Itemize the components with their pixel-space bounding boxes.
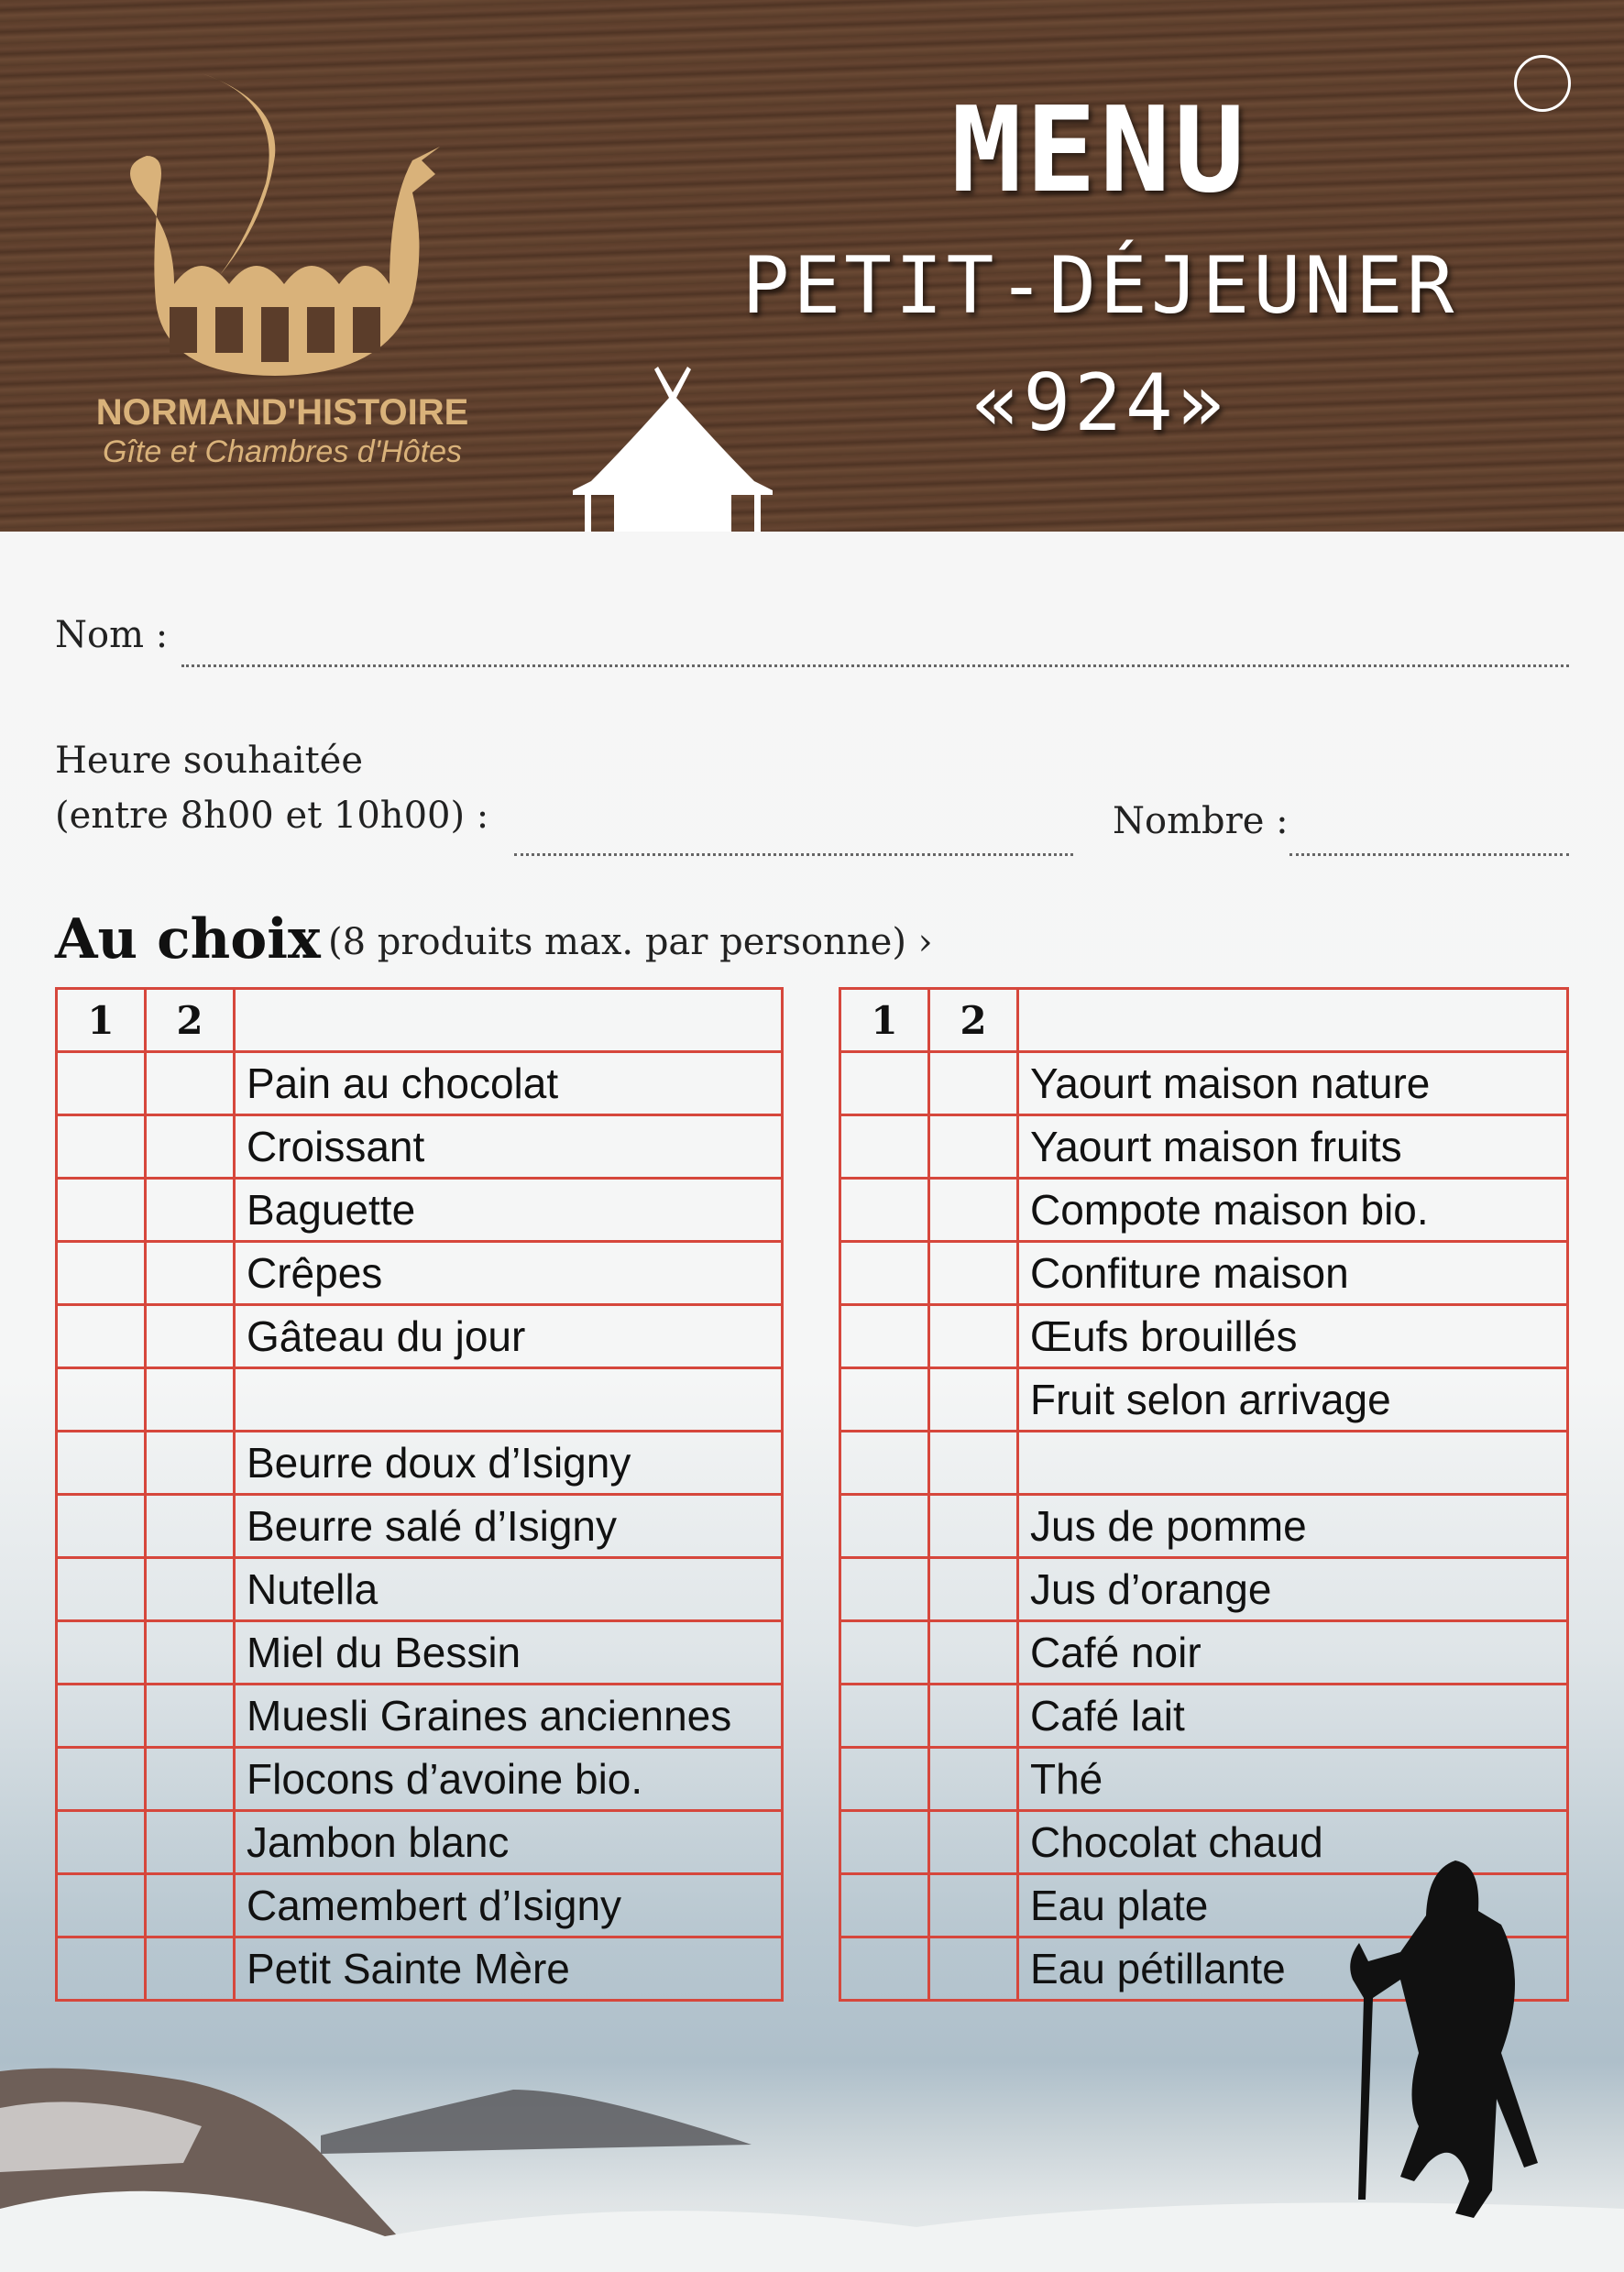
checkbox-person-1[interactable] [840,1052,929,1115]
checkbox-person-1[interactable] [840,1432,929,1495]
table-row [57,1811,783,1874]
table-row [840,1685,1568,1748]
viking-warrior-silhouette [1318,1860,1575,2218]
checkbox-person-2[interactable] [929,1937,1018,2001]
checkbox-person-2[interactable] [146,1368,235,1432]
table-row [840,1558,1568,1621]
item-name: Jus d’orange [1018,1558,1568,1621]
checkbox-person-1[interactable] [57,1305,146,1368]
checkbox-person-1[interactable] [840,1495,929,1558]
table-row [57,1305,783,1368]
checkbox-person-2[interactable] [146,1305,235,1368]
heure-input[interactable] [514,853,1073,856]
menu-subtitle: PETIT-DÉJEUNER [741,240,1458,332]
item-name: Thé [1018,1748,1568,1811]
header-banner [0,0,1624,532]
item-name: Petit Sainte Mère [235,1937,783,2001]
checkbox-person-2[interactable] [146,1748,235,1811]
item-name: Beurre salé d’Isigny [235,1495,783,1558]
checkbox-person-1[interactable] [840,1937,929,2001]
checkbox-person-2[interactable] [146,1811,235,1874]
heure-label: Heure souhaitée [55,740,364,782]
checkbox-person-1[interactable] [57,1432,146,1495]
item-name: Muesli Graines anciennes [235,1685,783,1748]
item-name: Baguette [235,1179,783,1242]
checkbox-person-1[interactable] [840,1305,929,1368]
table-row [57,1621,783,1685]
checkbox-person-1[interactable] [57,1495,146,1558]
item-name: Fruit selon arrivage [1018,1368,1568,1432]
checkbox-person-1[interactable] [57,1685,146,1748]
item-name: Pain au chocolat [235,1052,783,1115]
checkbox-person-1[interactable] [57,1179,146,1242]
circle-icon [1514,55,1571,112]
item-name: Eau plate [1018,1874,1568,1937]
checkbox-person-1[interactable] [57,1621,146,1685]
checkbox-person-2[interactable] [146,1937,235,2001]
checkbox-person-2[interactable] [929,1685,1018,1748]
table-row [57,1558,783,1621]
item-name: Jambon blanc [235,1811,783,1874]
table-header-row [57,989,783,1052]
table-row [840,1495,1568,1558]
item-name: Jus de pomme [1018,1495,1568,1558]
nombre-label: Nombre : [1113,800,1289,842]
item-name: Flocons d’avoine bio. [235,1748,783,1811]
checkbox-person-1[interactable] [840,1558,929,1621]
nom-label: Nom : [55,614,169,656]
checkbox-person-1[interactable] [57,1937,146,2001]
checkbox-person-1[interactable] [57,1242,146,1305]
checkbox-person-2[interactable] [929,1368,1018,1432]
checkbox-person-2[interactable] [929,1115,1018,1179]
menu-table-left [55,987,784,2002]
item-name: Crêpes [235,1242,783,1305]
checkbox-person-1[interactable] [840,1115,929,1179]
table-row [57,1052,783,1115]
item-name: Gâteau du jour [235,1305,783,1368]
checkbox-person-1[interactable] [840,1368,929,1432]
checkbox-person-2[interactable] [146,1685,235,1748]
checkbox-person-1[interactable] [840,1179,929,1242]
table-row [57,1179,783,1242]
table-row [57,1937,783,2001]
checkbox-person-2[interactable] [146,1874,235,1937]
item-name: Café noir [1018,1621,1568,1685]
table-row [840,1115,1568,1179]
checkbox-person-2[interactable] [929,1558,1018,1621]
checkbox-person-1[interactable] [840,1874,929,1937]
checkbox-person-1[interactable] [840,1242,929,1305]
item-name: Nutella [235,1558,783,1621]
checkbox-person-2[interactable] [929,1432,1018,1495]
checkbox-person-2[interactable] [146,1432,235,1495]
item-name: Chocolat chaud [1018,1811,1568,1874]
checkbox-person-1[interactable] [57,1558,146,1621]
header-col-item [1018,989,1568,1052]
checkbox-person-2[interactable] [146,1242,235,1305]
table-row [57,1495,783,1558]
table-row [57,1748,783,1811]
table-row [57,1368,783,1432]
section-note: (8 produits max. par personne) › [328,921,933,963]
checkbox-person-2[interactable] [146,1621,235,1685]
checkbox-person-2[interactable] [929,1748,1018,1811]
table-row [57,1685,783,1748]
item-name: Eau pétillante [1018,1937,1568,2001]
table-row [840,1305,1568,1368]
checkbox-person-1[interactable] [840,1748,929,1811]
checkbox-person-1[interactable] [57,1052,146,1115]
table-row [57,1432,783,1495]
table-row [57,1874,783,1937]
item-name: Camembert d’Isigny [235,1874,783,1937]
heure-range-label: (entre 8h00 et 10h00) : [55,795,489,837]
header-col-2: 2 [929,989,1018,1052]
item-name: Confiture maison [1018,1242,1568,1305]
checkbox-person-1[interactable] [57,1368,146,1432]
item-name: Beurre doux d’Isigny [235,1432,783,1495]
item-name: Miel du Bessin [235,1621,783,1685]
item-name: Café lait [1018,1685,1568,1748]
checkbox-person-2[interactable] [146,1179,235,1242]
checkbox-person-2[interactable] [146,1115,235,1179]
table-row [840,1052,1568,1115]
item-name: Yaourt maison fruits [1018,1115,1568,1179]
header-col-1: 1 [57,989,146,1052]
nom-input[interactable] [181,664,1569,667]
table-row [840,1621,1568,1685]
brand-subtitle: Gîte et Chambres d'Hôtes [103,434,462,469]
item-name: Compote maison bio. [1018,1179,1568,1242]
checkbox-person-1[interactable] [840,1685,929,1748]
menu-title: MENU [950,82,1249,219]
viking-ship-logo [110,64,458,376]
table-row [840,1748,1568,1811]
checkbox-person-1[interactable] [57,1874,146,1937]
header-col-1: 1 [840,989,929,1052]
menu-table-right [839,987,1569,2002]
menu-year: «924» [971,357,1228,449]
section-title: Au choix [55,907,321,971]
item-name: Œufs brouillés [1018,1305,1568,1368]
checkbox-person-2[interactable] [929,1874,1018,1937]
brand-name: NORMAND'HISTOIRE [95,392,469,433]
table-row [840,1432,1568,1495]
table-header-row [840,989,1568,1052]
checkbox-person-2[interactable] [146,1558,235,1621]
checkbox-person-1[interactable] [840,1811,929,1874]
checkbox-person-2[interactable] [929,1242,1018,1305]
item-name: Croissant [235,1115,783,1179]
checkbox-person-2[interactable] [929,1495,1018,1558]
checkbox-person-1[interactable] [57,1811,146,1874]
checkbox-person-1[interactable] [57,1748,146,1811]
checkbox-person-2[interactable] [929,1305,1018,1368]
checkbox-person-2[interactable] [929,1811,1018,1874]
table-row [57,1242,783,1305]
table-row [57,1115,783,1179]
table-row [840,1368,1568,1432]
item-name: Yaourt maison nature [1018,1052,1568,1115]
checkbox-person-2[interactable] [146,1052,235,1115]
checkbox-person-2[interactable] [146,1495,235,1558]
nombre-input[interactable] [1289,853,1569,856]
table-row [840,1242,1568,1305]
table-row [840,1179,1568,1242]
checkbox-person-1[interactable] [57,1115,146,1179]
header-col-item [235,989,783,1052]
longhouse-icon [566,367,779,532]
checkbox-person-2[interactable] [929,1179,1018,1242]
header-col-2: 2 [146,989,235,1052]
item-name [1018,1432,1568,1495]
checkbox-person-1[interactable] [840,1621,929,1685]
checkbox-person-2[interactable] [929,1621,1018,1685]
checkbox-person-2[interactable] [929,1052,1018,1115]
item-name [235,1368,783,1432]
